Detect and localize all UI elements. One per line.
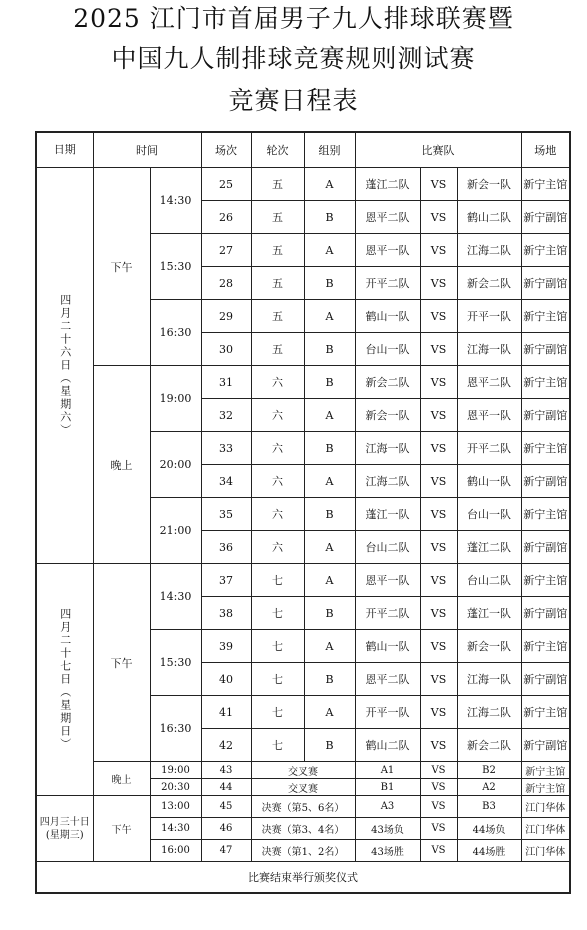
match-no: 29 [201,300,251,333]
group: A [304,465,355,498]
match-no: 35 [201,498,251,531]
home-team: 恩平一队 [355,564,420,597]
round: 五 [251,333,304,366]
period-cell: 下午 [93,564,150,762]
venue: 新宁副馆 [521,399,570,432]
header-match-no: 场次 [201,132,251,168]
table-row [36,168,570,201]
title-line-2: 中国九人制排球竞赛规则测试赛 [111,44,476,73]
vs-label: VS [420,796,457,818]
table-row [36,796,570,818]
vs-label: VS [420,779,457,796]
time-cell: 19:00 [150,366,201,432]
home-team: 鹤山一队 [355,300,420,333]
away-team: 台山一队 [457,498,521,531]
home-team: 开平一队 [355,696,420,729]
away-team: 蓬江二队 [457,531,521,564]
vs-label: VS [420,564,457,597]
round: 决赛（第1、2名） [251,840,355,862]
group: B [304,432,355,465]
venue: 新宁主馆 [521,564,570,597]
home-team: A1 [355,762,420,779]
away-team: 新会二队 [457,267,521,300]
round: 六 [251,465,304,498]
away-team: 江海一队 [457,333,521,366]
match-no: 45 [201,796,251,818]
away-team: 鹤山一队 [457,465,521,498]
group: A [304,564,355,597]
home-team: 开平二队 [355,597,420,630]
header-round: 轮次 [251,132,304,168]
time-cell: 14:30 [150,564,201,630]
table-row [36,564,570,597]
home-team: 蓬江一队 [355,498,420,531]
venue: 新宁主馆 [521,432,570,465]
match-no: 28 [201,267,251,300]
vs-label: VS [420,729,457,762]
away-team: 江海二队 [457,234,521,267]
vs-label: VS [420,366,457,399]
time-cell: 19:00 [150,762,201,779]
group: B [304,201,355,234]
match-no: 44 [201,779,251,796]
match-no: 38 [201,597,251,630]
venue: 新宁主馆 [521,696,570,729]
venue: 新宁副馆 [521,267,570,300]
round: 五 [251,168,304,201]
vs-label: VS [420,630,457,663]
time-cell: 13:00 [150,796,201,818]
group: A [304,531,355,564]
round: 七 [251,729,304,762]
match-no: 42 [201,729,251,762]
vs-label: VS [420,300,457,333]
header-time: 时间 [93,132,201,168]
group: B [304,267,355,300]
home-team: 恩平二队 [355,663,420,696]
time-cell: 16:00 [150,840,201,862]
vs-label: VS [420,840,457,862]
venue: 新宁主馆 [521,366,570,399]
date-line-2: (星期三) [45,829,84,841]
home-team: 江海二队 [355,465,420,498]
home-team: B1 [355,779,420,796]
match-no: 25 [201,168,251,201]
venue: 江门华体 [521,840,570,862]
group: A [304,234,355,267]
match-no: 34 [201,465,251,498]
title-line-1: 2025 江门市首届男子九人排球联赛暨 [73,4,514,33]
vs-label: VS [420,663,457,696]
vs-label: VS [420,432,457,465]
period-cell: 下午 [93,796,150,862]
away-team: 新会一队 [457,168,521,201]
home-team: 恩平二队 [355,201,420,234]
round: 决赛（第3、4名） [251,818,355,840]
time-cell: 16:30 [150,696,201,762]
away-team: 44场负 [457,818,521,840]
match-no: 36 [201,531,251,564]
away-team: A2 [457,779,521,796]
vs-label: VS [420,498,457,531]
home-team: 新会二队 [355,366,420,399]
date-cell: 四月二十七日（星期日） [36,564,93,796]
venue: 新宁副馆 [521,465,570,498]
away-team: 恩平二队 [457,366,521,399]
home-team: 蓬江二队 [355,168,420,201]
table-row [36,366,570,399]
vs-label: VS [420,597,457,630]
round: 七 [251,597,304,630]
date-cell [36,796,93,862]
match-no: 31 [201,366,251,399]
vs-label: VS [420,531,457,564]
venue: 新宁主馆 [521,498,570,531]
match-no: 43 [201,762,251,779]
home-team: 鹤山一队 [355,630,420,663]
match-no: 47 [201,840,251,862]
away-team: 鹤山二队 [457,201,521,234]
home-team: 新会一队 [355,399,420,432]
venue: 新宁副馆 [521,729,570,762]
match-no: 32 [201,399,251,432]
home-team: 鹤山二队 [355,729,420,762]
match-no: 30 [201,333,251,366]
round: 五 [251,300,304,333]
round: 六 [251,531,304,564]
vs-label: VS [420,465,457,498]
group: B [304,498,355,531]
match-no: 40 [201,663,251,696]
period-cell: 晚上 [93,762,150,796]
vs-label: VS [420,762,457,779]
vs-label: VS [420,201,457,234]
group: B [304,729,355,762]
away-team: B2 [457,762,521,779]
away-team: 台山二队 [457,564,521,597]
away-team: 开平二队 [457,432,521,465]
venue: 新宁副馆 [521,663,570,696]
home-team: A3 [355,796,420,818]
group: B [304,366,355,399]
vs-label: VS [420,168,457,201]
schedule-table [35,131,571,894]
venue: 新宁主馆 [521,762,570,779]
home-team: 恩平一队 [355,234,420,267]
round: 五 [251,267,304,300]
home-team: 江海一队 [355,432,420,465]
match-no: 46 [201,818,251,840]
footer-row [36,862,570,894]
group: A [304,168,355,201]
match-no: 26 [201,201,251,234]
venue: 新宁主馆 [521,630,570,663]
away-team: 开平一队 [457,300,521,333]
date-line-1: 四月三十日 [39,816,90,828]
time-cell: 20:00 [150,432,201,498]
round: 六 [251,498,304,531]
away-team: 新会一队 [457,630,521,663]
vs-label: VS [420,818,457,840]
venue: 新宁副馆 [521,531,570,564]
vs-label: VS [420,234,457,267]
table-row [36,762,570,779]
group: B [304,663,355,696]
home-team: 43场胜 [355,840,420,862]
group: A [304,696,355,729]
round: 六 [251,432,304,465]
match-no: 33 [201,432,251,465]
period-cell: 晚上 [93,366,150,564]
round: 五 [251,234,304,267]
home-team: 台山二队 [355,531,420,564]
title-line-3: 竞赛日程表 [228,86,359,115]
period-cell: 下午 [93,168,150,366]
home-team: 43场负 [355,818,420,840]
venue: 新宁副馆 [521,597,570,630]
round: 交叉赛 [251,762,355,779]
venue: 新宁主馆 [521,300,570,333]
away-team: 新会二队 [457,729,521,762]
header-group: 组别 [304,132,355,168]
time-cell: 20:30 [150,779,201,796]
match-no: 37 [201,564,251,597]
vs-label: VS [420,333,457,366]
header-teams: 比赛队 [355,132,521,168]
date-cell: 四月二十六日（星期六） [36,168,93,564]
vs-label: VS [420,696,457,729]
away-team: B3 [457,796,521,818]
time-cell: 14:30 [150,168,201,234]
group: B [304,333,355,366]
footer-note: 比赛结束举行颁奖仪式 [36,862,570,894]
time-cell: 14:30 [150,818,201,840]
round: 交叉赛 [251,779,355,796]
venue: 新宁副馆 [521,333,570,366]
time-cell: 16:30 [150,300,201,366]
away-team: 蓬江一队 [457,597,521,630]
time-cell: 15:30 [150,234,201,300]
group: A [304,630,355,663]
away-team: 44场胜 [457,840,521,862]
group: B [304,597,355,630]
venue: 江门华体 [521,818,570,840]
away-team: 江海二队 [457,696,521,729]
time-cell: 15:30 [150,630,201,696]
venue: 新宁主馆 [521,168,570,201]
vs-label: VS [420,267,457,300]
round: 五 [251,201,304,234]
round: 七 [251,564,304,597]
home-team: 开平二队 [355,267,420,300]
group: A [304,300,355,333]
match-no: 39 [201,630,251,663]
venue: 新宁副馆 [521,201,570,234]
away-team: 恩平一队 [457,399,521,432]
match-no: 41 [201,696,251,729]
group: A [304,399,355,432]
round: 六 [251,399,304,432]
round: 七 [251,696,304,729]
home-team: 台山一队 [355,333,420,366]
time-cell: 21:00 [150,498,201,564]
header-row [36,132,570,168]
header-date: 日期 [36,132,93,168]
venue: 新宁主馆 [521,779,570,796]
venue: 新宁主馆 [521,234,570,267]
round: 七 [251,630,304,663]
vs-label: VS [420,399,457,432]
round: 六 [251,366,304,399]
venue: 江门华体 [521,796,570,818]
header-venue: 场地 [521,132,570,168]
round: 决赛（第5、6名） [251,796,355,818]
away-team: 江海一队 [457,663,521,696]
round: 七 [251,663,304,696]
match-no: 27 [201,234,251,267]
